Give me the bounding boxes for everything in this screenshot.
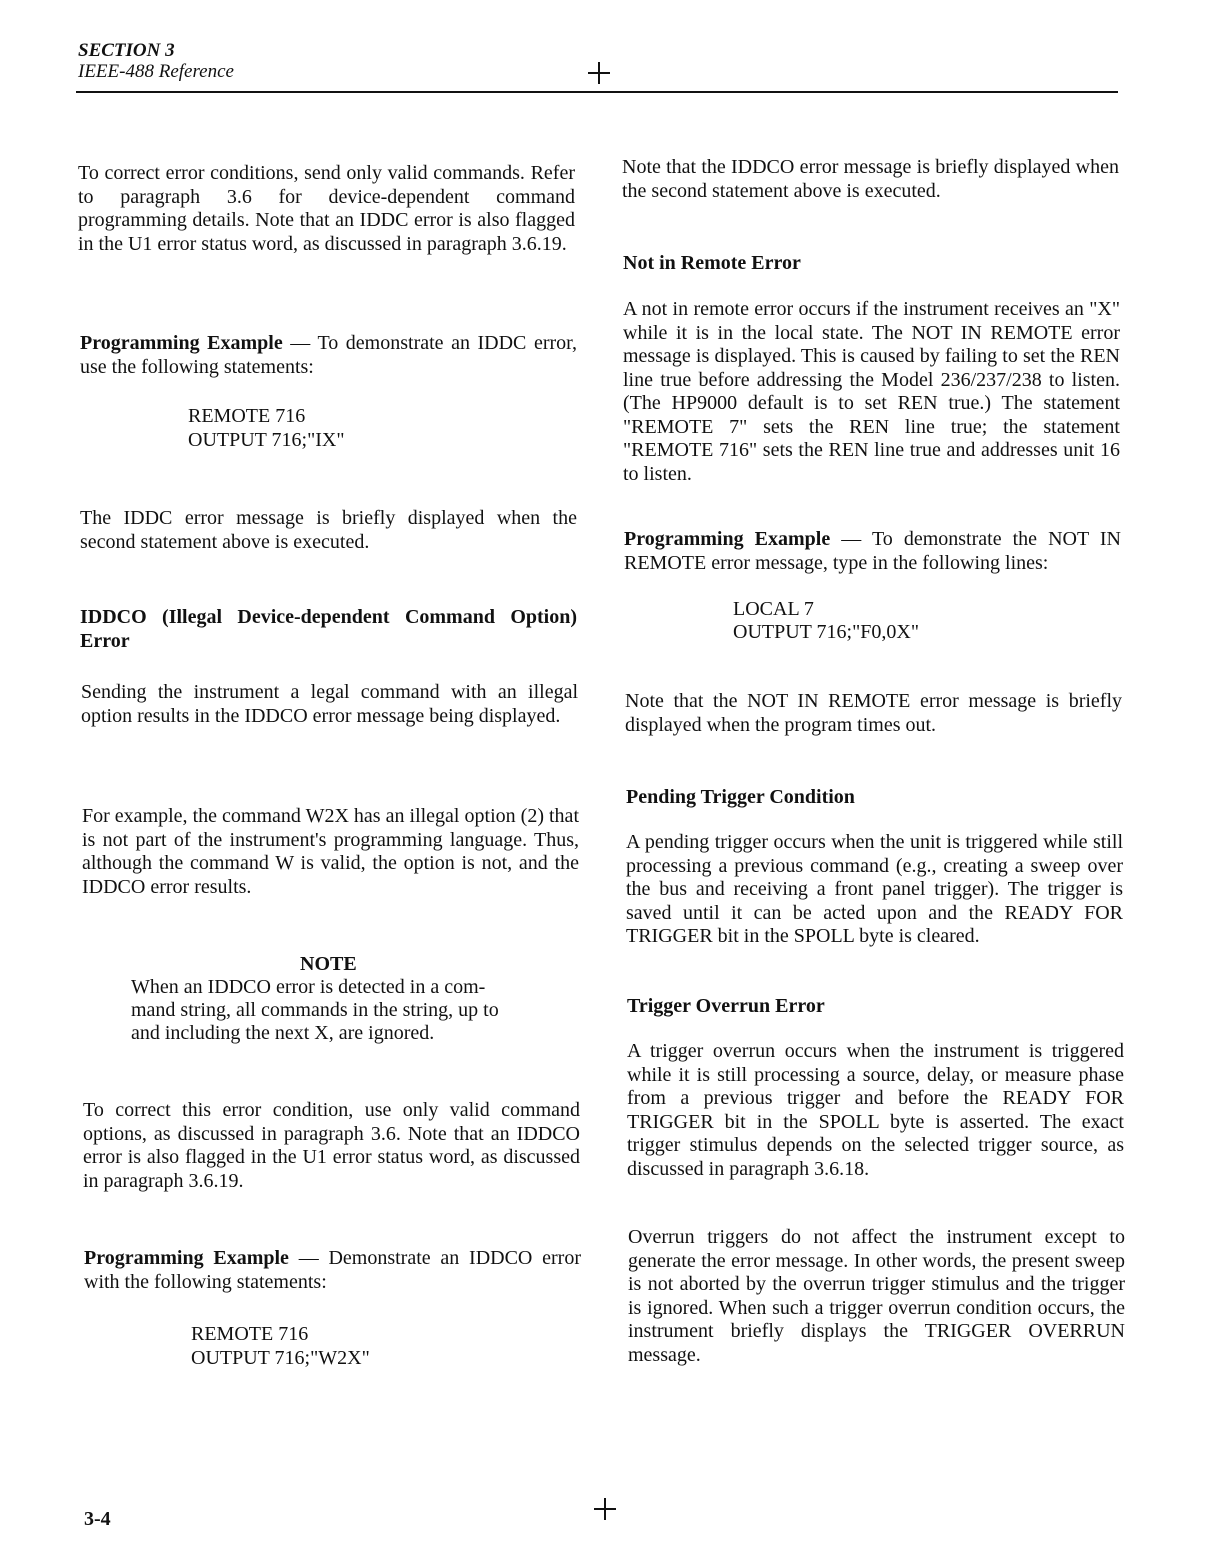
heading-pending-trigger: Pending Trigger Condition [626, 786, 855, 808]
paragraph-iddc-displayed: The IDDC error message is briefly displayed when the second statement above is executed. [80, 507, 577, 553]
section-label: SECTION 3 [78, 40, 175, 61]
example-label: Programming Example [624, 528, 831, 550]
paragraph-correct-iddc: To correct error conditions, send only valid commands. Refer to paragraph 3.6 for device-dependent command programming details. Note that an IDDC error is also flagged in the U1 error status word, as discussed in paragraph 3.6.19. [78, 162, 575, 255]
example-label: Programming Example [80, 332, 283, 354]
programming-example-iddc [80, 332, 577, 379]
note-line: mand string, all commands in the string, up to [131, 999, 499, 1021]
paragraph-iddco-displayed: Note that the IDDCO error message is briefly displayed when the second statement above is executed. [622, 156, 1119, 202]
code-line: OUTPUT 716;"F0,0X" [733, 621, 919, 643]
heading-trigger-overrun: Trigger Overrun Error [627, 995, 825, 1017]
code-line: REMOTE 716 [191, 1323, 309, 1345]
paragraph-program-times-out: Note that the NOT IN REMOTE error message is briefly displayed when the program times out. [625, 690, 1122, 736]
code-line: OUTPUT 716;"W2X" [191, 1347, 370, 1369]
section-subtitle: IEEE-488 Reference [78, 61, 234, 82]
note-line: and including the next X, are ignored. [131, 1022, 435, 1044]
page-number: 3-4 [84, 1508, 111, 1530]
paragraph-correct-iddco: To correct this error condition, use only valid command options, as discussed in paragraph 3.6. Note that an IDDCO error is also flagged in the U1 error status word, as discussed in paragraph 3.6.19. [83, 1099, 580, 1192]
registration-mark-icon [588, 62, 610, 84]
code-line: REMOTE 716 [188, 405, 306, 427]
note-title: NOTE [300, 953, 357, 975]
code-line: OUTPUT 716;"IX" [188, 429, 345, 451]
paragraph-pending-trigger: A pending trigger occurs when the unit is triggered while still processing a previous command (e.g., creating a sweep over the bus and receiving a front panel trigger). The trigger is saved until it can be acted upon and the READY FOR TRIGGER bit in the SPOLL byte is cleared. [626, 831, 1123, 947]
example-text: — Demonstrate an IDDCO error with the following statements: [84, 1247, 581, 1293]
header-rule [76, 91, 1118, 93]
paragraph-overrun-triggers: Overrun triggers do not affect the instrument except to generate the error message. In other words, the present sweep is not aborted by the overrun trigger stimulus and the trigger is ignored. When such a trigger overrun condition occurs, the instrument briefly displays the TRIGGER OVERRUN message. [628, 1226, 1125, 1366]
paragraph-not-in-remote: A not in remote error occurs if the instrument receives an "X" while it is in the local state. The NOT IN REMOTE error message is displayed. This is caused by failing to set the REN line true before addressing the Model 236/237/238 to listen. (The HP9000 default is to set REN true.) The statement "REMOTE 7" sets the REN line true; the statement "REMOTE 716" sets the REN line true and addresses unit 16 to listen. [623, 298, 1120, 485]
programming-example-iddco [84, 1247, 581, 1294]
code-line: LOCAL 7 [733, 598, 814, 620]
paragraph-w2x-example: For example, the command W2X has an illegal option (2) that is not part of the instrument's programming language. Thus, although the command W is valid, the option is not, and the IDDCO error results. [82, 805, 579, 898]
note-line: When an IDDCO error is detected in a com- [131, 976, 486, 998]
example-text: — To demonstrate an IDDC error, use the following statements: [80, 332, 577, 378]
heading-iddco-error: IDDCO (Illegal Device-dependent Command Option) Error [80, 606, 577, 652]
heading-not-in-remote: Not in Remote Error [623, 252, 801, 274]
registration-mark-icon [594, 1498, 616, 1520]
example-text: — To demonstrate the NOT IN REMOTE error message, type in the following lines: [624, 528, 1121, 574]
paragraph-trigger-overrun: A trigger overrun occurs when the instrument is triggered while it is still processing a source, delay, or measure phase from a previous trigger and before the READY FOR TRIGGER bit in the SPOLL byte is asserted. The exact trigger stimulus depends on the selected trigger source, as discussed in paragraph 3.6.18. [627, 1040, 1124, 1180]
example-label: Programming Example [84, 1247, 289, 1269]
paragraph-iddco-sending: Sending the instrument a legal command with an illegal option results in the IDDCO error message being displayed. [81, 681, 578, 727]
programming-example-not-in-remote [624, 528, 1121, 575]
